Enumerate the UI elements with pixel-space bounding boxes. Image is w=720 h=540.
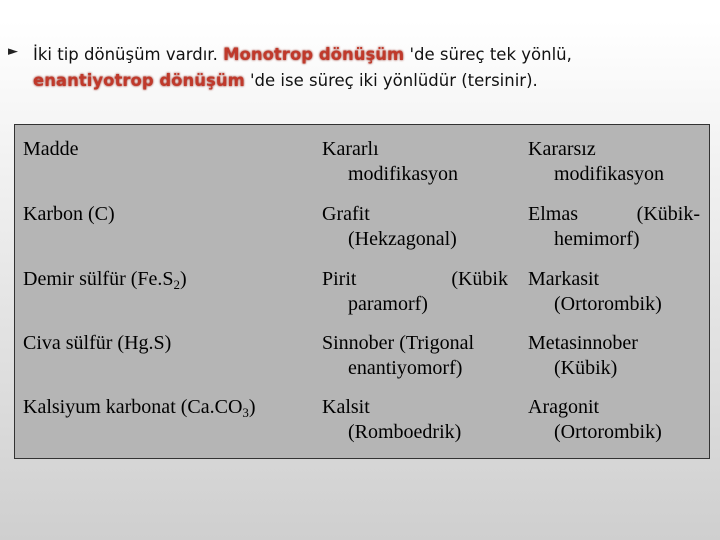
stable-name: Pirit	[322, 268, 357, 290]
substance-cell	[23, 267, 308, 292]
unstable-cell	[528, 331, 700, 381]
unstable-structure: (Kübik)	[554, 357, 618, 379]
intro-text-1: İki tip dönüşüm vardır.	[33, 45, 224, 64]
header-unstable	[528, 137, 700, 187]
unstable-cell	[528, 267, 700, 317]
unstable-structure: hemimorf)	[554, 228, 640, 250]
intro-text-2: 'de süreç tek yönlü,	[404, 45, 572, 64]
stable-cell	[322, 267, 508, 317]
substance-formula-end: )	[248, 396, 256, 418]
intro-text-3: 'de ise süreç iki yönlüdür (tersinir).	[244, 71, 538, 90]
stable-structure: enantiyomorf)	[348, 357, 463, 379]
substance-cell	[23, 395, 308, 420]
unstable-name-extra: (Kübik-	[636, 203, 700, 225]
bullet-arrow-icon: ►	[8, 44, 18, 59]
term-monotrop: Monotrop dönüşüm	[223, 45, 405, 64]
substance-formula-end: )	[180, 268, 187, 290]
substance-formula: Kalsiyum karbonat (Ca.CO	[23, 396, 243, 418]
substance-formula: Demir sülfür (Fe.S	[23, 268, 174, 290]
unstable-name: Markasit	[528, 268, 600, 290]
unstable-name: Metasinnober	[528, 332, 638, 354]
unstable-cell	[528, 202, 700, 252]
stable-structure: (Romboedrik)	[348, 421, 462, 443]
stable-cell	[322, 331, 508, 381]
unstable-name: Elmas	[528, 203, 578, 225]
header-unstable-line2: modifikasyon	[554, 163, 664, 185]
stable-name: Sinnober (Trigonal	[322, 332, 475, 354]
unstable-cell	[528, 395, 700, 445]
header-unstable-line1: Kararsız	[528, 138, 596, 160]
header-stable-line2: modifikasyon	[348, 163, 458, 185]
header-madde: Madde	[23, 138, 79, 160]
unstable-structure: (Ortorombik)	[554, 421, 662, 443]
stable-name: Grafit	[322, 203, 370, 225]
stable-structure: paramorf)	[348, 293, 428, 315]
header-stable-line1: Kararlı	[322, 138, 379, 160]
formula-subscript: 3	[242, 405, 249, 420]
substance-cell: Karbon (C)	[23, 203, 115, 225]
stable-name-extra: (Kübik	[451, 268, 508, 290]
stable-name: Kalsit	[322, 396, 370, 418]
stable-structure: (Hekzagonal)	[348, 228, 457, 250]
substance-cell: Civa sülfür (Hg.S)	[23, 332, 172, 354]
term-enantiyotrop: enantiyotrop dönüşüm	[33, 71, 245, 90]
unstable-structure: (Ortorombik)	[554, 293, 662, 315]
unstable-name: Aragonit	[528, 396, 600, 418]
stable-cell	[322, 395, 508, 445]
formula-subscript: 2	[173, 277, 181, 292]
stable-cell	[322, 202, 508, 252]
header-stable	[322, 137, 508, 187]
intro-paragraph	[33, 42, 693, 94]
modification-table	[14, 124, 710, 459]
